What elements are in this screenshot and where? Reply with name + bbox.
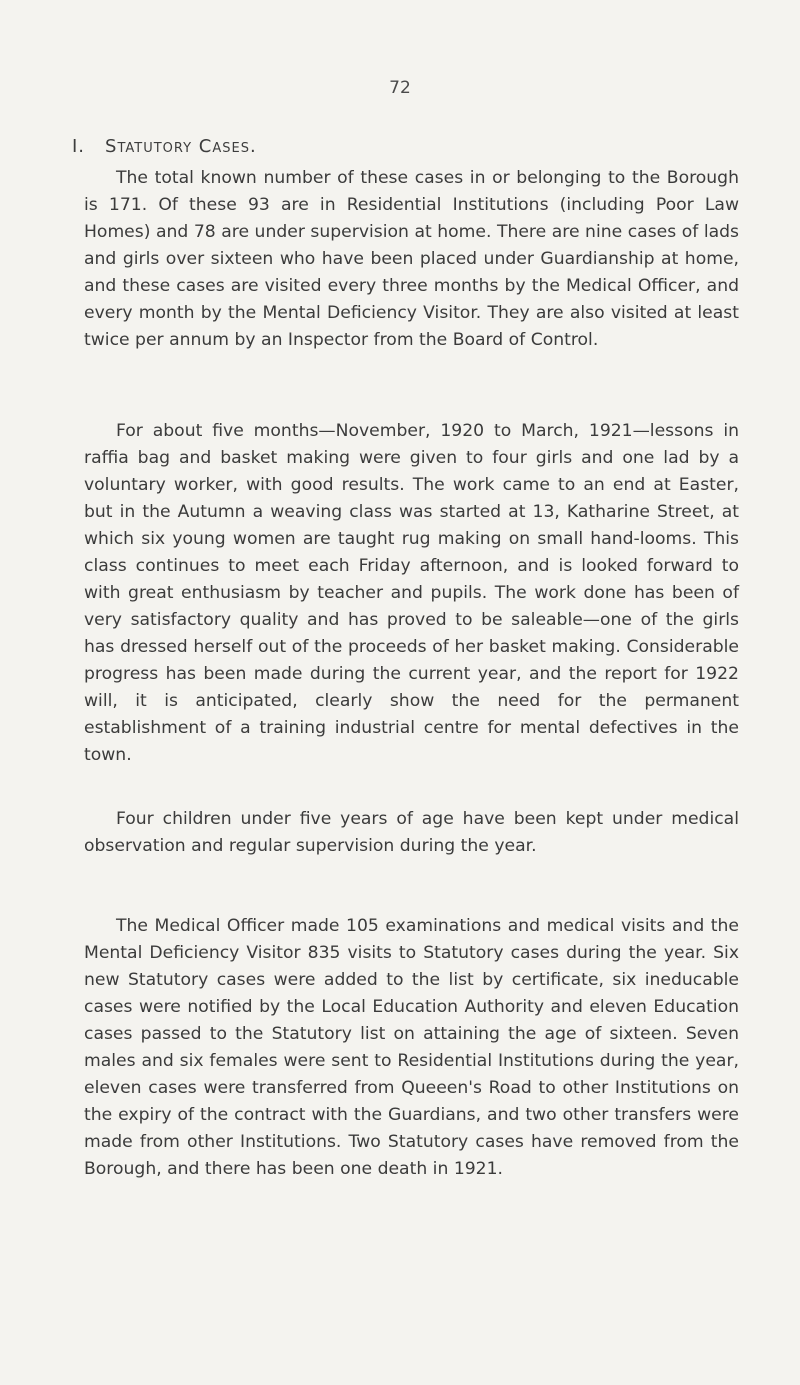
paragraph-guardianship: The total known number of these cases in or belonging to the Borough is 171. Of these 93 are in Residential Institutions (including Poor Law Homes) and 78 are under supervision at home. There are nine cases of lads and girls over sixteen who have been placed under Guardianship at home, and these cases are visited every three months by the Medical Officer, and every month by the Mental Deficiency Visitor. They are also visited at least twice per annum by an Inspector from the Board of Control. [84, 168, 739, 350]
page-number: 72 [389, 78, 411, 98]
paragraph-visits-and-transfers: The Medical Officer made 105 examinations and medical visits and the Mental Deficiency Visitor 835 visits to Statutory cases during the year. Six new Statutory cases were added to the list by certificate, six ineducable cases were notified by the Local Education Authority and eleven Education cases passed to the Statutory list on attaining the age of sixteen. Seven males and six females were sent to Residential Institutions during the year, eleven cases were transferred from Queeen's Road to other Institutions on the expiry of the contract with the Guardians, and two other transfers were made from other Institutions. Two Statutory cases have removed from the Borough, and there has been one death in 1921. [84, 916, 739, 1179]
paragraph-classes: For about five months—November, 1920 to March, 1921—lessons in raffia bag and basket making were given to four girls and one lad by a voluntary worker, with good results. The work came to an end at Easter, but in the Autumn a weaving class was started at 13, Katharine Street, at which six young women are taught rug making on small hand-looms. This class continues to meet each Friday afternoon, and is looked forward to with great enthusiasm by teacher and pupils. The work done has been of very satisfactory quality and has proved to be saleable—one of the girls has dressed herself out of the proceeds of her basket making. Considerable progress has been made during the current year, and the report for 1922 will, it is anticipated, clearly show the need for the permanent establishment of a training industrial centre for mental defectives in the town. [84, 421, 739, 765]
section-heading [72, 136, 257, 157]
paragraph-children-observation: Four children under five years of age have been kept under medical observation and regular supervision during the year. [84, 809, 739, 856]
section-numeral: I. [72, 136, 86, 157]
section-title: Statutory Cases. [105, 136, 257, 157]
